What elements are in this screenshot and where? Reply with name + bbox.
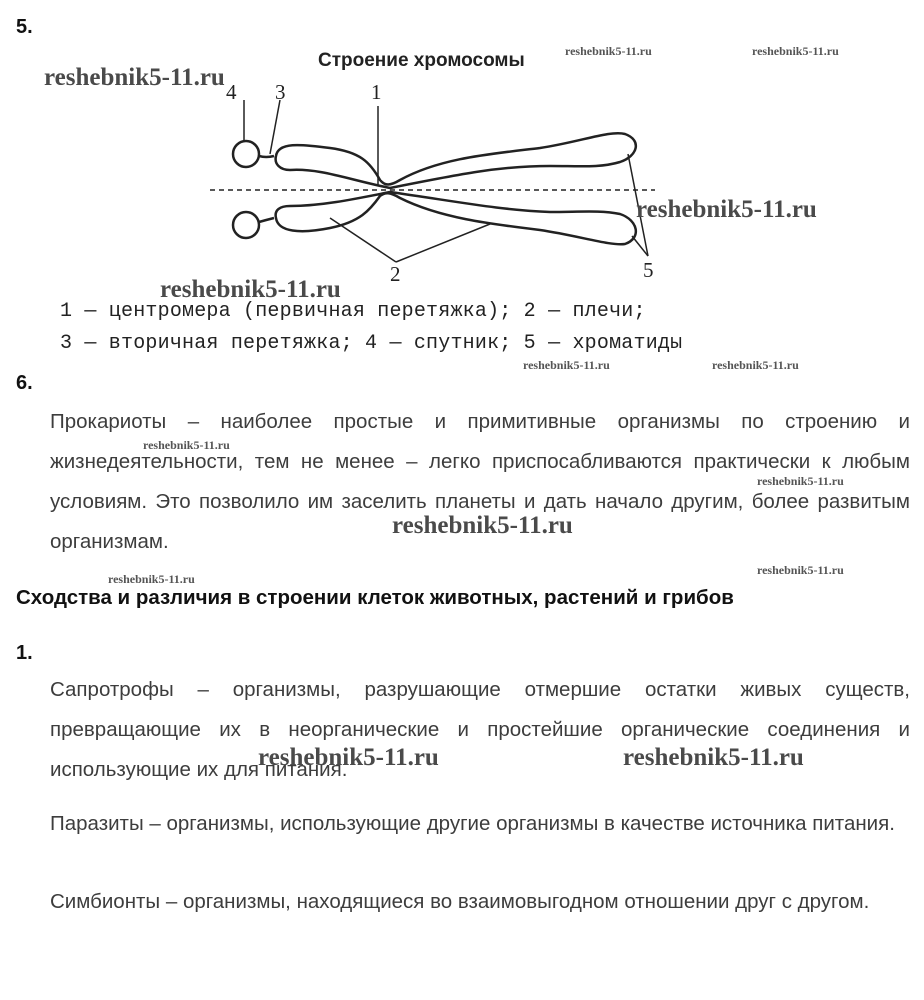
watermark: reshebnik5-11.ru xyxy=(752,44,839,58)
chromosome-diagram xyxy=(200,100,670,290)
secondary-constriction-top xyxy=(259,156,274,157)
legend-line-1: 1 — центромера (первичная перетяжка); 2 — плечи; xyxy=(60,300,646,323)
watermark: reshebnik5-11.ru xyxy=(712,358,799,372)
task-1-paragraph-parasites: Паразиты – организмы, использующие другие организмы в качестве источника питания. xyxy=(50,812,895,835)
watermark: reshebnik5-11.ru xyxy=(44,64,225,91)
secondary-constriction-bottom xyxy=(259,218,274,222)
section-heading: Сходства и различия в строении клеток животных, растений и грибов xyxy=(16,586,734,609)
watermark: reshebnik5-11.ru xyxy=(565,44,652,58)
leader-line-3 xyxy=(270,100,280,154)
watermark: reshebnik5-11.ru xyxy=(108,572,195,586)
diagram-title: Строение хромосомы xyxy=(318,50,525,71)
label-4: 4 xyxy=(226,80,237,104)
leader-line-2b xyxy=(396,224,490,262)
task-1-paragraph-saprotrophs: Сапротрофы – организмы, разрушающие отмершие остатки живых существ, превращающие их в неорганические и простейшие органические соединения и использующие их для питания. xyxy=(50,678,910,781)
watermark: reshebnik5-11.ru xyxy=(636,196,817,223)
label-5: 5 xyxy=(643,258,654,282)
watermark: reshebnik5-11.ru xyxy=(258,744,439,771)
legend-line-2: 3 — вторичная перетяжка; 4 — спутник; 5 — хроматиды xyxy=(60,332,683,355)
watermark: reshebnik5-11.ru xyxy=(757,563,844,577)
label-1: 1 xyxy=(371,80,382,104)
satellite-bottom xyxy=(233,212,259,238)
label-2: 2 xyxy=(390,262,401,286)
watermark: reshebnik5-11.ru xyxy=(160,276,341,303)
chromatid-lower xyxy=(276,192,636,244)
watermark: reshebnik5-11.ru xyxy=(523,358,610,372)
watermark: reshebnik5-11.ru xyxy=(757,474,844,488)
task-5-number: 5. xyxy=(16,16,33,38)
chromatid-upper xyxy=(276,133,636,188)
watermark: reshebnik5-11.ru xyxy=(143,438,230,452)
task-6-text: Прокариоты – наиболее простые и примитивные организмы по строению и жизнедеятельности, тем не менее – легко приспосабливаются практически к любым условиям. Это позволило им заселить планеты и дать начало другим, более развитым организмам. xyxy=(50,410,910,553)
satellite-top xyxy=(233,141,259,167)
task-6-number: 6. xyxy=(16,372,33,394)
leader-line-2a xyxy=(330,218,396,262)
watermark: reshebnik5-11.ru xyxy=(623,744,804,771)
watermark: reshebnik5-11.ru xyxy=(392,512,573,539)
task-1-paragraph-symbionts: Симбионты – организмы, находящиеся во взаимовыгодном отношении друг с другом. xyxy=(50,890,870,913)
task-1-number: 1. xyxy=(16,642,33,664)
label-3: 3 xyxy=(275,80,286,104)
